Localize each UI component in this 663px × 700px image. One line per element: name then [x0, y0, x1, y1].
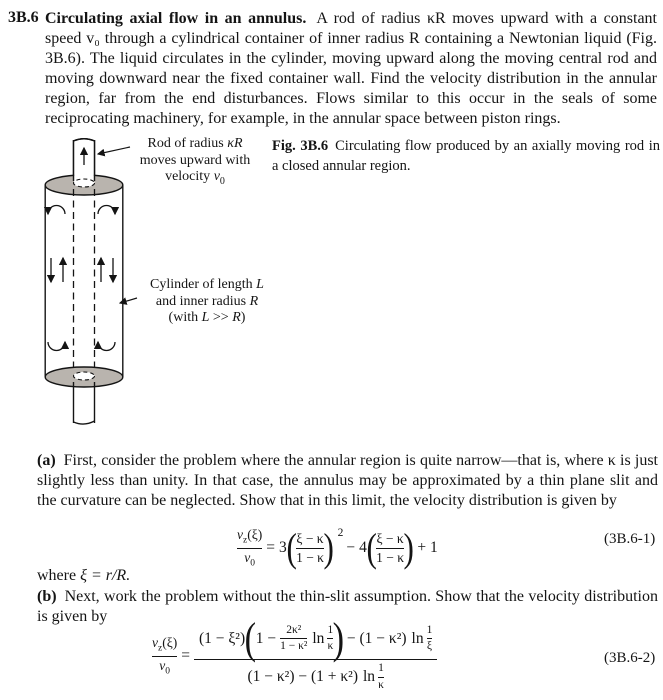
eq2-tag: (3B.6-2)	[604, 650, 656, 666]
equation-1	[237, 520, 442, 576]
eq2-main-fraction-bar	[194, 659, 437, 660]
eq2-one-over-kappa-den: 1 κ	[378, 662, 384, 691]
rod-label	[120, 136, 270, 190]
part-a-paragraph	[37, 451, 658, 511]
figure-caption-label: Fig. 3B.6	[272, 138, 329, 154]
where-definition: where ξ = r/R.	[37, 567, 131, 584]
eq1-lhs-denominator: $v_0$	[244, 549, 255, 569]
close-paren: )	[403, 525, 414, 570]
figure-caption-text: Circulating flow produced by an axially moving rod in a closed annular region.	[272, 138, 660, 174]
eq2-lhs-fraction	[152, 635, 177, 677]
eq2-one-over-xi: 1 ξ	[426, 623, 433, 653]
equals-sign: =	[266, 539, 275, 556]
rod-label-line1: Rod of radius κR	[147, 136, 243, 151]
eq1-lhs-fraction	[237, 527, 262, 569]
eq2-numerator: (1 − ξ²) ( 1 − 2κ² 1 − κ² ln 1 κ ) − (1 − κ²) ln 1 ξ	[198, 613, 433, 663]
cylinder-label-line3: (with L >> R)	[168, 310, 246, 325]
open-paren: (	[286, 525, 297, 570]
rod-label-line2: moves upward with	[139, 152, 251, 168]
fraction-bar	[427, 638, 433, 639]
equation-2	[152, 612, 437, 700]
close-paren: )	[332, 613, 345, 663]
figure-caption	[272, 137, 660, 176]
eq1-plus-one: + 1	[417, 539, 438, 556]
problem-statement	[8, 9, 657, 129]
cylinder-label-line1: Cylinder of length L	[150, 277, 264, 292]
fraction-bar	[296, 548, 324, 549]
eq1-lhs-numerator: $v_z(\xi)$	[237, 527, 263, 546]
rod-lower	[74, 382, 95, 424]
part-a-text: First, consider the problem where the annular region is quite narrow—that is, where κ is just slightly less than unity. In that case, the annulus may be approximated by a thin plane slit and the curvature can be neglected. Show that in this limit, the velocity distribution is given by	[37, 452, 658, 509]
problem-title: Circulating axial flow in an annulus.	[45, 10, 307, 27]
eq1-coefficient-4: 4	[359, 539, 367, 556]
fraction-bar	[376, 548, 404, 549]
fraction-bar	[152, 656, 177, 657]
flow-arrow-top-right	[98, 206, 115, 215]
cylinder-body	[45, 185, 123, 377]
open-paren: (	[244, 613, 257, 663]
eq2-lhs-denominator: $v_0$	[159, 657, 170, 677]
fraction-bar	[237, 548, 262, 549]
rod-label-line3: velocity $v_0$	[165, 169, 225, 187]
fraction-bar	[280, 638, 307, 639]
cylinder-label	[137, 277, 277, 327]
eq1-ratio-fraction-1: ξ − κ 1 − κ	[296, 530, 324, 565]
problem-intro-paragraph	[45, 9, 657, 129]
eq1-coefficient-3: 3	[278, 539, 287, 556]
part-b-text: Next, work the problem without the thin-slit assumption. Show that the velocity distribution is given by	[37, 588, 658, 625]
flow-arrow-bottom-right	[98, 342, 115, 351]
open-paren: (	[366, 525, 377, 570]
problem-number: 3B.6	[8, 9, 39, 26]
eq2-lhs-numerator: $v_z(\xi)$	[152, 635, 178, 654]
flow-arrow-bottom-left	[48, 342, 65, 351]
close-paren-squared: ) 2	[323, 524, 344, 570]
ln-operator: ln	[411, 629, 424, 647]
ln-operator: ln	[312, 629, 325, 647]
eq1-tag: (3B.6-1)	[604, 531, 656, 547]
eq2-one-over-kappa: 1 κ	[327, 623, 334, 653]
fraction-bar	[378, 677, 384, 678]
problem-intro-text: A rod of radius κR moves upward with a constant speed v₀ through a cylindrical container of inner radius R containing a Newtonian liquid (Fig. 3B.6). The liquid circulates in the cylinder, moving upward along the moving central rod and moving downward near the fixed container wall. Find the velocity distribution in the annular region, far from the end disturbances. Flows similar to this occur in the seals of some reciprocating machinery, for example, in the annular space between piston rings.	[45, 10, 657, 127]
flow-arrow-top-left	[48, 206, 65, 215]
ln-operator: ln	[363, 668, 376, 686]
eq2-kappa-fraction: 2κ² 1 − κ²	[280, 623, 308, 653]
cylinder-label-line2: and inner radius R	[155, 293, 259, 309]
rod-hole-bottom	[74, 372, 95, 380]
eq2-main-fraction	[194, 613, 437, 692]
part-b-label: (b)	[37, 588, 57, 605]
part-a-label: (a)	[37, 452, 56, 469]
rod-hidden-edges	[74, 189, 95, 372]
minus-sign: −	[346, 539, 356, 556]
equals-sign: =	[181, 647, 190, 664]
eq1-ratio-fraction-2: ξ − κ 1 − κ	[376, 530, 405, 565]
eq2-denominator: (1 − κ²) − (1 + κ²) ln 1 κ	[247, 662, 384, 691]
rod-hole-top	[74, 179, 95, 187]
